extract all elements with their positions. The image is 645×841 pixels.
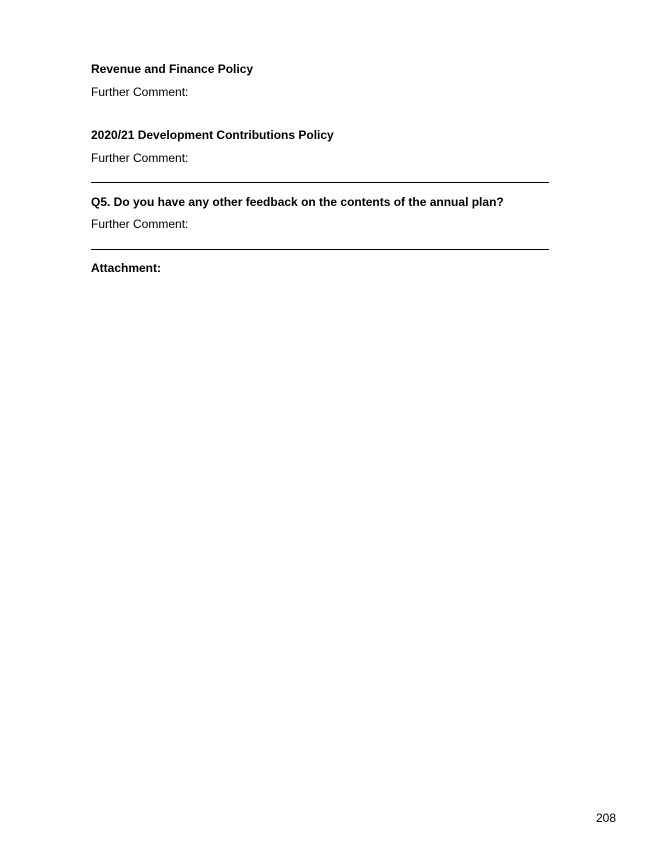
section-heading-development-contributions-policy: 2020/21 Development Contributions Policy (91, 128, 334, 142)
question-heading-q5: Q5. Do you have any other feedback on the contents of the annual plan? (91, 195, 504, 209)
section-divider (91, 182, 549, 183)
further-comment-label: Further Comment: (91, 217, 189, 231)
further-comment-label: Further Comment: (91, 151, 189, 165)
attachment-heading: Attachment: (91, 261, 162, 275)
page-number: 208 (595, 811, 616, 825)
section-heading-revenue-finance-policy: Revenue and Finance Policy (91, 62, 254, 76)
section-divider (91, 249, 549, 250)
further-comment-label: Further Comment: (91, 85, 189, 99)
